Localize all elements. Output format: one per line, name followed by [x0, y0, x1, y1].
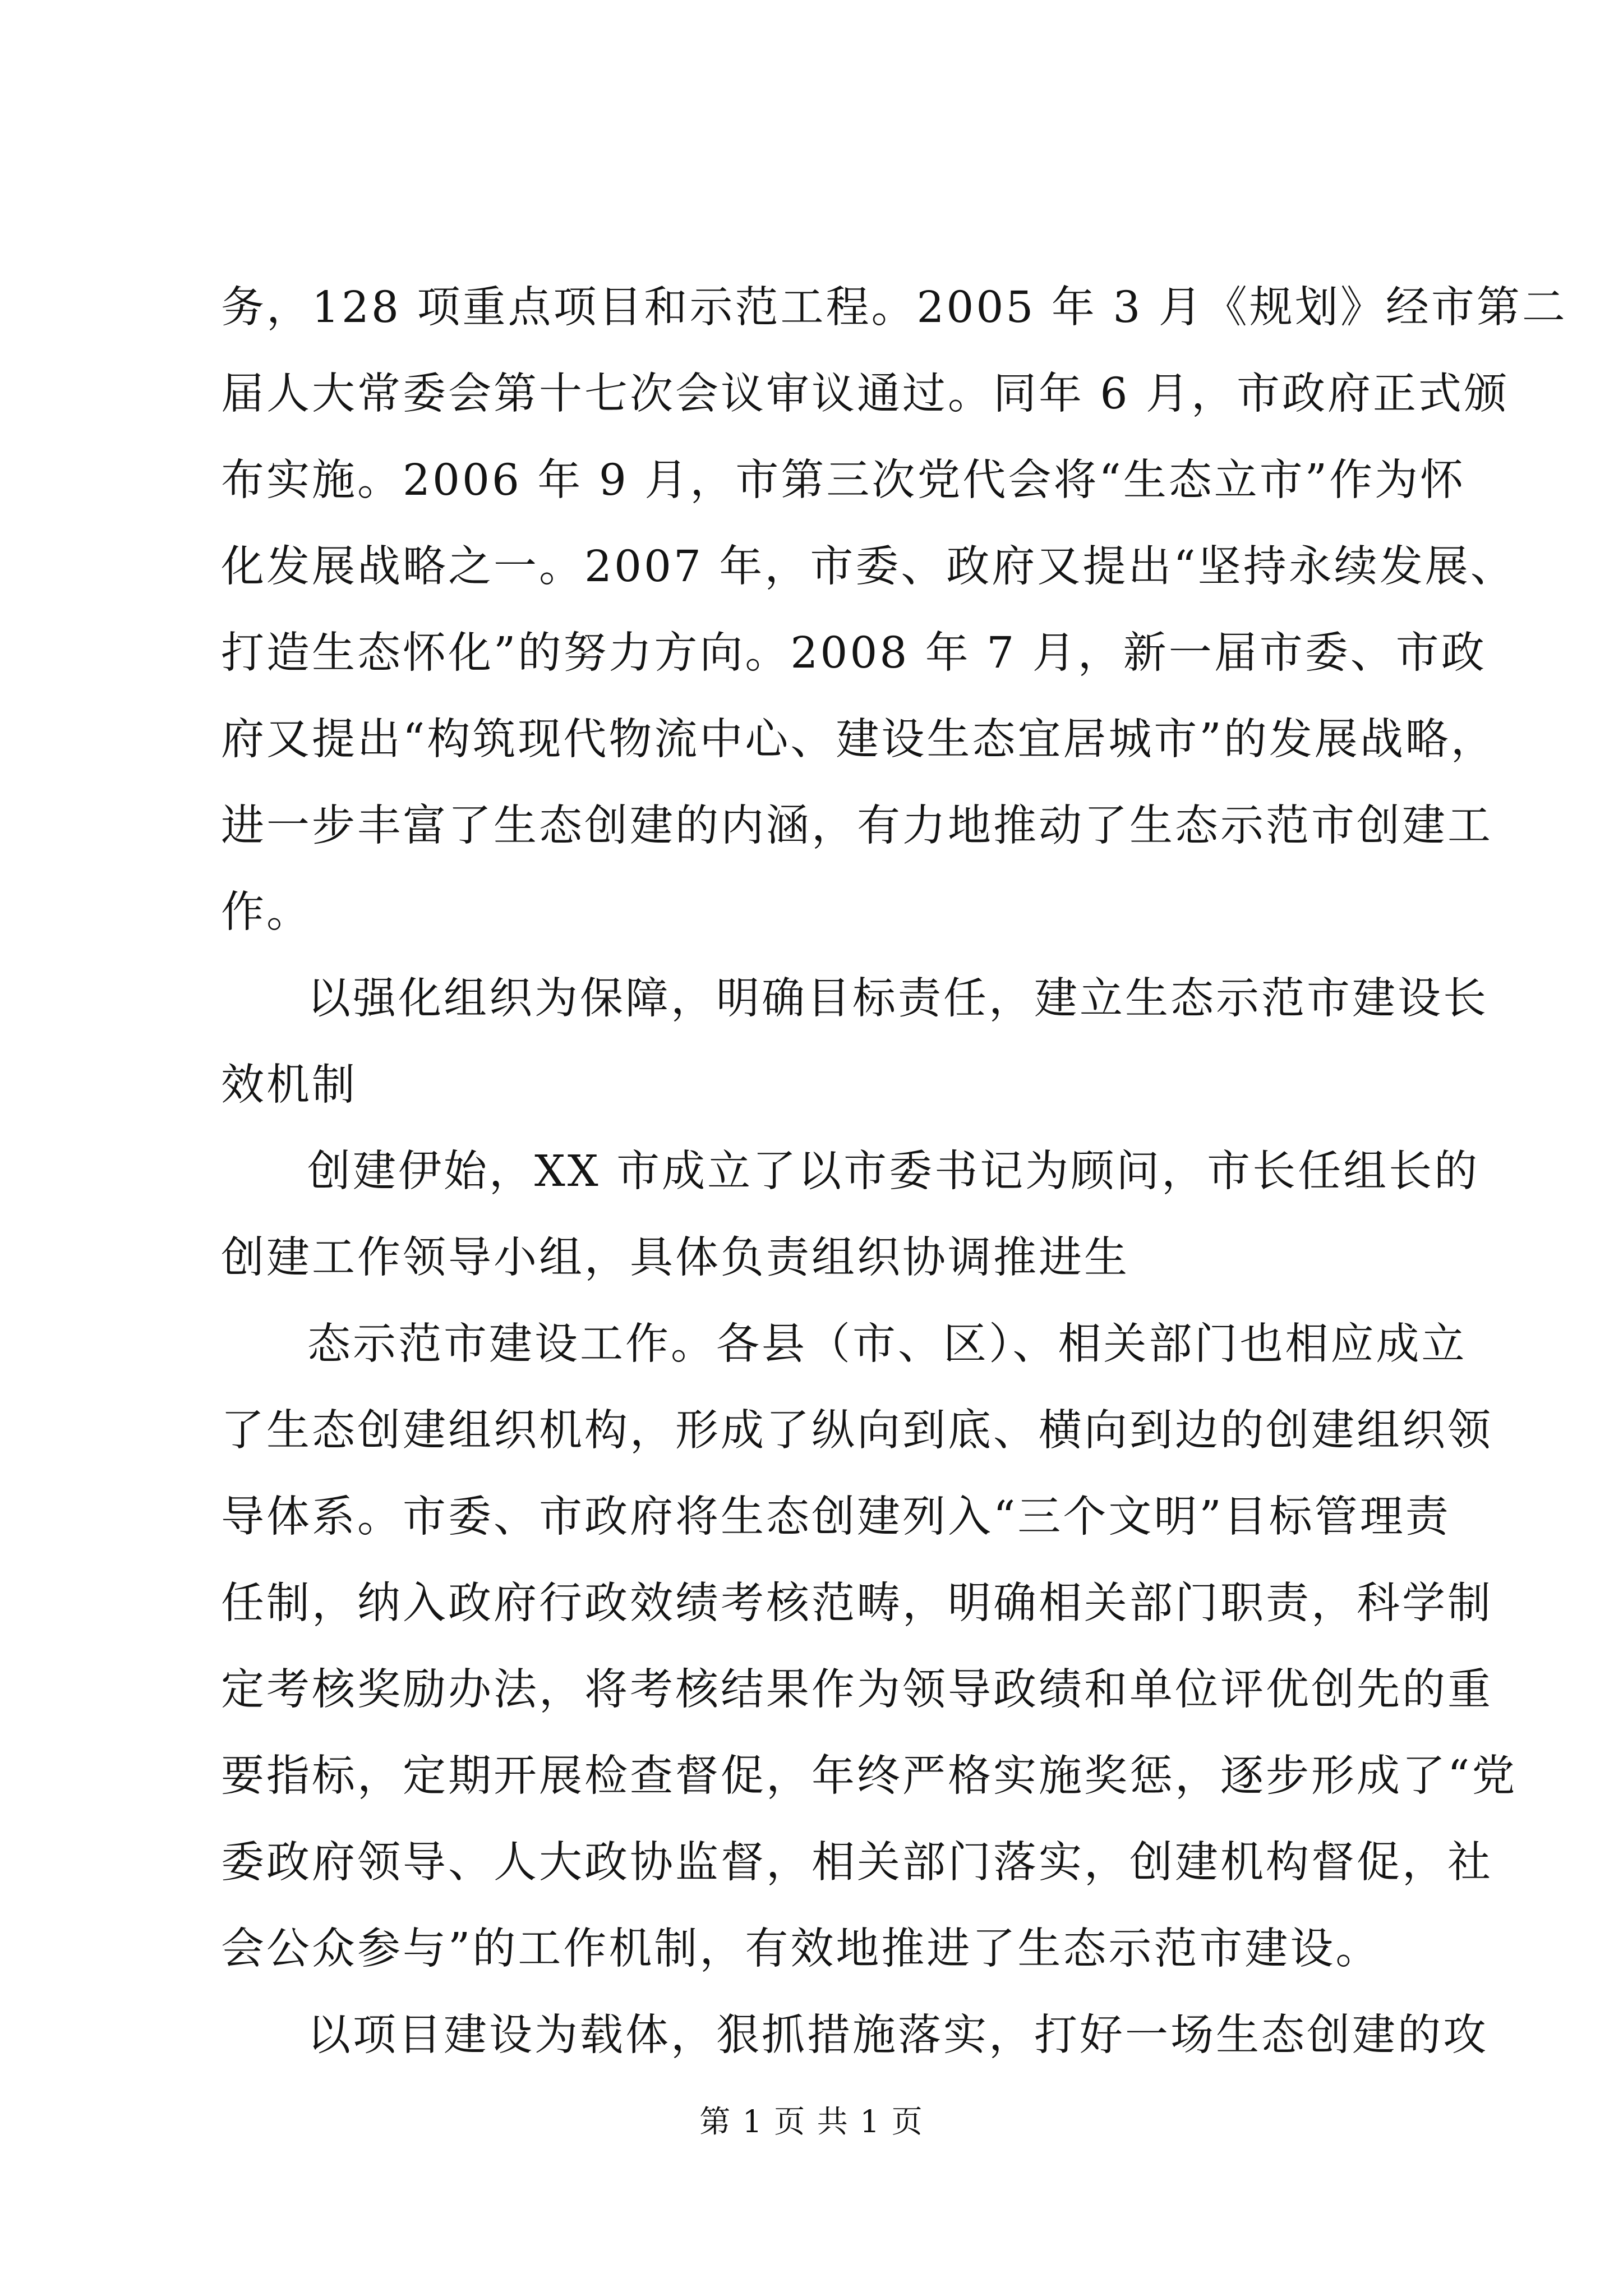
text-line: 化发展战略之一。2007 年，市委、政府又提出“坚持永续发展、 [221, 542, 1516, 592]
section-heading-line: 以项目建设为载体，狠抓措施落实，打好一场生态创建的攻 [307, 2010, 1488, 2060]
text-line: 会公众参与”的工作机制，有效地推进了生态示范市建设。 [221, 1924, 1381, 1974]
text-line: 了生态创建组织机构，形成了纵向到底、横向到边的创建组织领 [221, 1406, 1493, 1456]
text-line: 打造生态怀化”的努力方向。2008 年 7 月，新一届市委、市政 [221, 628, 1487, 678]
text-line: 任制，纳入政府行政效绩考核范畴，明确相关部门职责，科学制 [221, 1579, 1493, 1628]
text-line: 委政府领导、人大政协监督，相关部门落实，创建机构督促，社 [221, 1838, 1493, 1888]
text-line: 态示范市建设工作。各县（市、区）、相关部门也相应成立 [307, 1319, 1467, 1369]
text-line: 务，128 项重点项目和示范工程。2005 年 3 月《规划》经市第二 [221, 283, 1567, 333]
page-footer: 第 1 页 共 1 页 [699, 2104, 924, 2139]
text-line: 定考核奖励办法，将考核结果作为领导政绩和单位评优创先的重 [221, 1665, 1493, 1715]
text-line: 导体系。市委、市政府将生态创建列入“三个文明”目标管理责 [221, 1492, 1451, 1542]
text-line: 进一步丰富了生态创建的内涵，有力地推动了生态示范市创建工 [221, 801, 1493, 851]
section-heading-line: 效机制 [221, 1060, 357, 1110]
text-line: 创建伊始，XX 市成立了以市委书记为顾问，市长任组长的 [307, 1147, 1480, 1197]
text-line: 创建工作领导小组，具体负责组织协调推进生 [221, 1233, 1129, 1283]
text-line: 届人大常委会第十七次会议审议通过。同年 6 月，市政府正式颁 [221, 369, 1509, 419]
text-line: 府又提出“构筑现代物流中心、建设生态宜居城市”的发展战略， [221, 715, 1496, 765]
document-body [221, 265, 1567, 2079]
text-line: 作。 [221, 887, 312, 937]
text-line: 要指标，定期开展检查督促，年终严格实施奖惩，逐步形成了“党 [221, 1751, 1518, 1801]
text-line: 布实施。2006 年 9 月，市第三次党代会将“生态立市”作为怀 [221, 455, 1466, 505]
section-heading-line: 以强化组织为保障，明确目标责任，建立生态示范市建设长 [307, 974, 1488, 1024]
